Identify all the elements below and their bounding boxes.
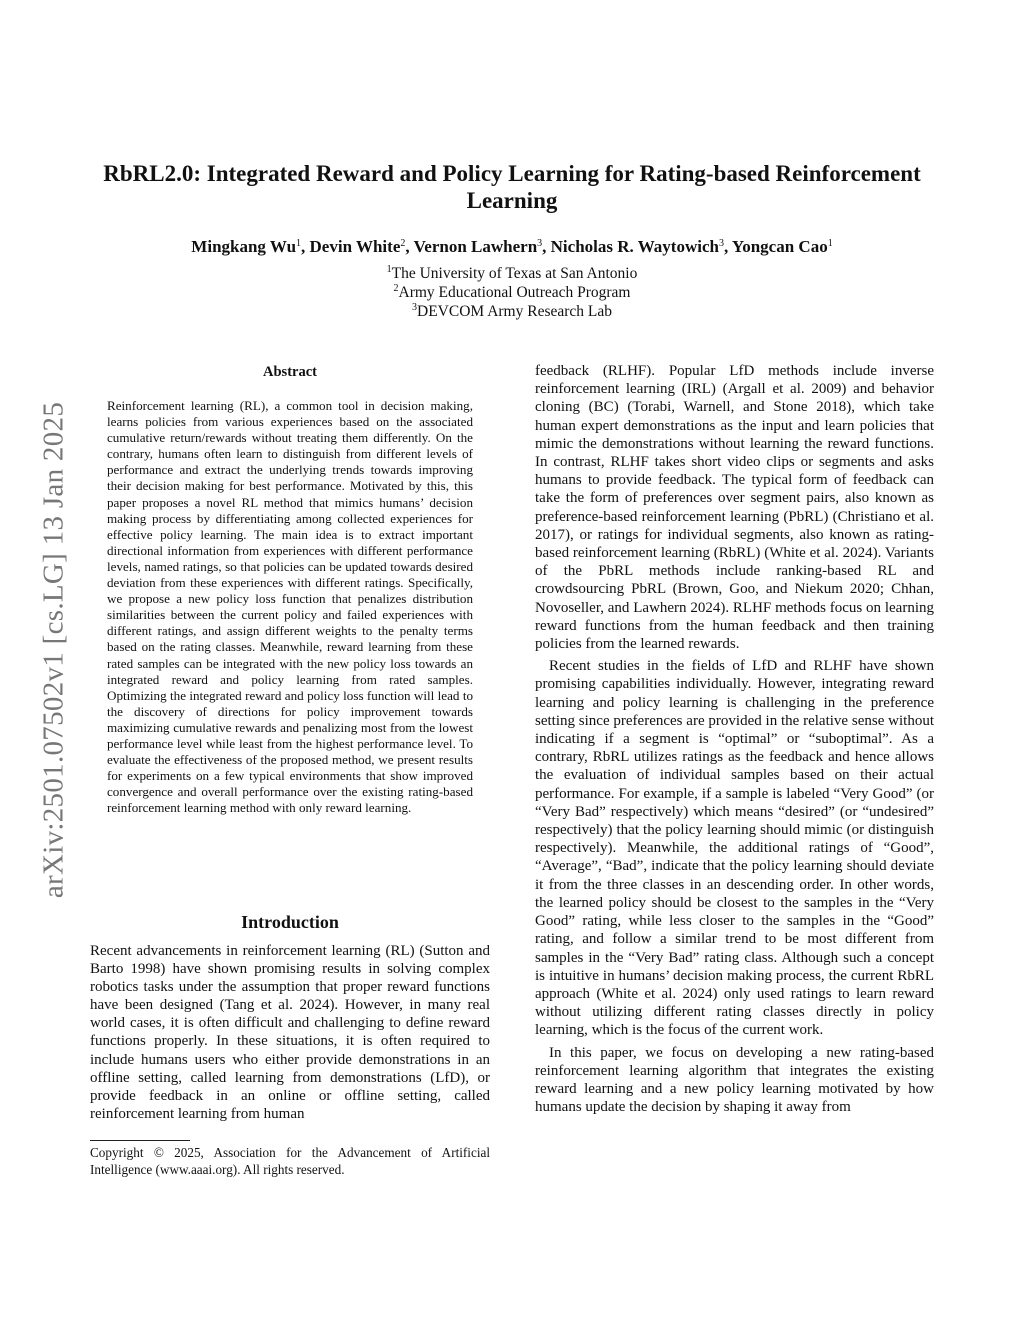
affiliation-list xyxy=(90,264,934,321)
copyright-footnote: Copyright © 2025, Association for the Advancement of Artificial Intelligence (www.aaai.org). All rights reserved. xyxy=(90,1145,490,1177)
author-list: Mingkang Wu$^1$, Devin White$^2$, Vernon Lawhern$^3$, Nicholas R. Waytowich$^3$, Yongcan Cao$^1$ xyxy=(191,237,833,256)
introduction-paragraph-2: Recent studies in the fields of LfD and RLHF have shown promising capabilities individually. However, integrating reward learning and policy learning is challenging in the preference setting since preferences are provided in the relative sense without indicating if a segment is “optimal” or “suboptimal”. As a contrary, RbRL utilizes ratings as the feedback and hence allows the evaluation of individual samples based on their actual performance. For example, if a sample is labeled “Very Good” (or “Very Bad” respectively) which means “desired” (or “undesired” respectively) that the policy learning should mimic (or distinguish respectively). Meanwhile, the additional ratings of “Good”, “Average”, “Bad”, indicate that the policy learning should deviate it from the three classes in an descending order. In other words, the learned policy should be closest to the samples in the “Very Good” rating, while less closer to the samples in the “Good” rating, and follow a similar trend to be most different from samples in the “Very Bad” rating class. Although such a concept is intuitive in humans’ decision making process, the current RbRL approach (White et al. 2024) only used ratings to learn reward without utilizing different rating classes directly in policy learning, which is the focus of the current work. xyxy=(535,658,934,1039)
affiliation: $^3$DEVCOM Army Research Lab xyxy=(412,302,612,320)
author: Yongcan Cao$^1$ xyxy=(731,237,833,256)
affiliation: $^2$Army Educational Outreach Program xyxy=(393,283,631,301)
affiliation: $^1$The University of Texas at San Antonio xyxy=(386,264,638,282)
abstract-text: Reinforcement learning (RL), a common tool in decision making, learns policies from various experiences based on the associated cumulative return/rewards without treating them differently. On the contrary, humans often learn to distinguish from different levels of performance and extract the underlying trends towards improving their decision making for best performance. Motivated by this, this paper proposes a novel RL method that mimics humans’ decision making process by differentiating among collected experiences for effective policy learning. The main idea is to extract important directional information from experiences with different performance levels, named ratings, so that policies can be updated towards desired deviation from these experiences with different ratings. Specifically, we propose a new policy loss function that penalizes distribution similarities between the current policy and failed experiences with different ratings, and assign different weights to the penalty terms based on the rating classes. Meanwhile, reward learning from these rated samples can be integrated with the new policy loss towards an integrated reward and policy learning from rated samples. Optimizing the integrated reward and policy loss function will lead to the discovery of directions for policy improvement towards maximizing cumulative rewards and penalizing most from the lowest performance level while least from the highest performance level. To evaluate the effectiveness of the proposed method, we present results for experiments on a few typical environments that show improved convergence and overall performance over the existing rating-based reinforcement learning method with only reward learning. xyxy=(107,398,473,816)
paper-title: RbRL2.0: Integrated Reward and Policy Learning for Rating-based Reinforcement Learning xyxy=(103,161,921,213)
author: Mingkang Wu$^1$ xyxy=(191,237,302,256)
author: Devin White$^2$ xyxy=(309,237,406,256)
introduction-heading: Introduction xyxy=(241,912,339,932)
abstract-heading: Abstract xyxy=(263,364,317,380)
right-column xyxy=(535,362,934,1116)
author: Vernon Lawhern$^3$ xyxy=(413,237,543,256)
arxiv-identifier-text: arXiv:2501.07502v1 [cs.LG] 13 Jan 2025 xyxy=(37,401,70,899)
author: Nicholas R. Waytowich$^3$ xyxy=(550,237,724,256)
footnote-divider xyxy=(90,1140,190,1141)
introduction-paragraph-1: Recent advancements in reinforcement learning (RL) (Sutton and Barto 1998) have shown promising results in solving complex robotics tasks under the assumption that proper reward functions have been designed (Tang et al. 2024). However, in many real world cases, it is often difficult and challenging to define reward functions properly. In these situations, it is often required to include humans users who either provide demonstrations in an offline setting, called learning from demonstrations (LfD), or provide feedback in an online or offline setting, called reinforcement learning from human xyxy=(90,943,490,1122)
introduction-paragraph-3: In this paper, we focus on developing a new rating-based reinforcement learning algorithm that integrates the existing reward learning and a new policy learning motivated by how humans update the decision by shaping it away from xyxy=(535,1044,934,1116)
introduction-paragraph-1-continued: feedback (RLHF). Popular LfD methods include inverse reinforcement learning (IRL) (Argall et al. 2009) and behavior cloning (BC) (Torabi, Warnell, and Stone 2018), which take human expert demonstrations as the input and learn policies that mimic the demonstrations without learning the reward functions. In contrast, RLHF takes short video clips or segments and asks humans to provide feedback. The typical form of feedback can take the form of preferences over segment pairs, also known as preference-based reinforcement learning (PbRL) (Christiano et al. 2017), or ratings for individual segments, also known as rating-based reinforcement learning (RbRL) (White et al. 2024). Variants of the PbRL methods include ranking-based RL and crowdsourcing PbRL (Brown, Goo, and Niekum 2020; Chhan, Novoseller, and Lawhern 2024). RLHF methods focus on learning reward functions from the human feedback and then training policies from the learned rewards. xyxy=(535,363,934,653)
